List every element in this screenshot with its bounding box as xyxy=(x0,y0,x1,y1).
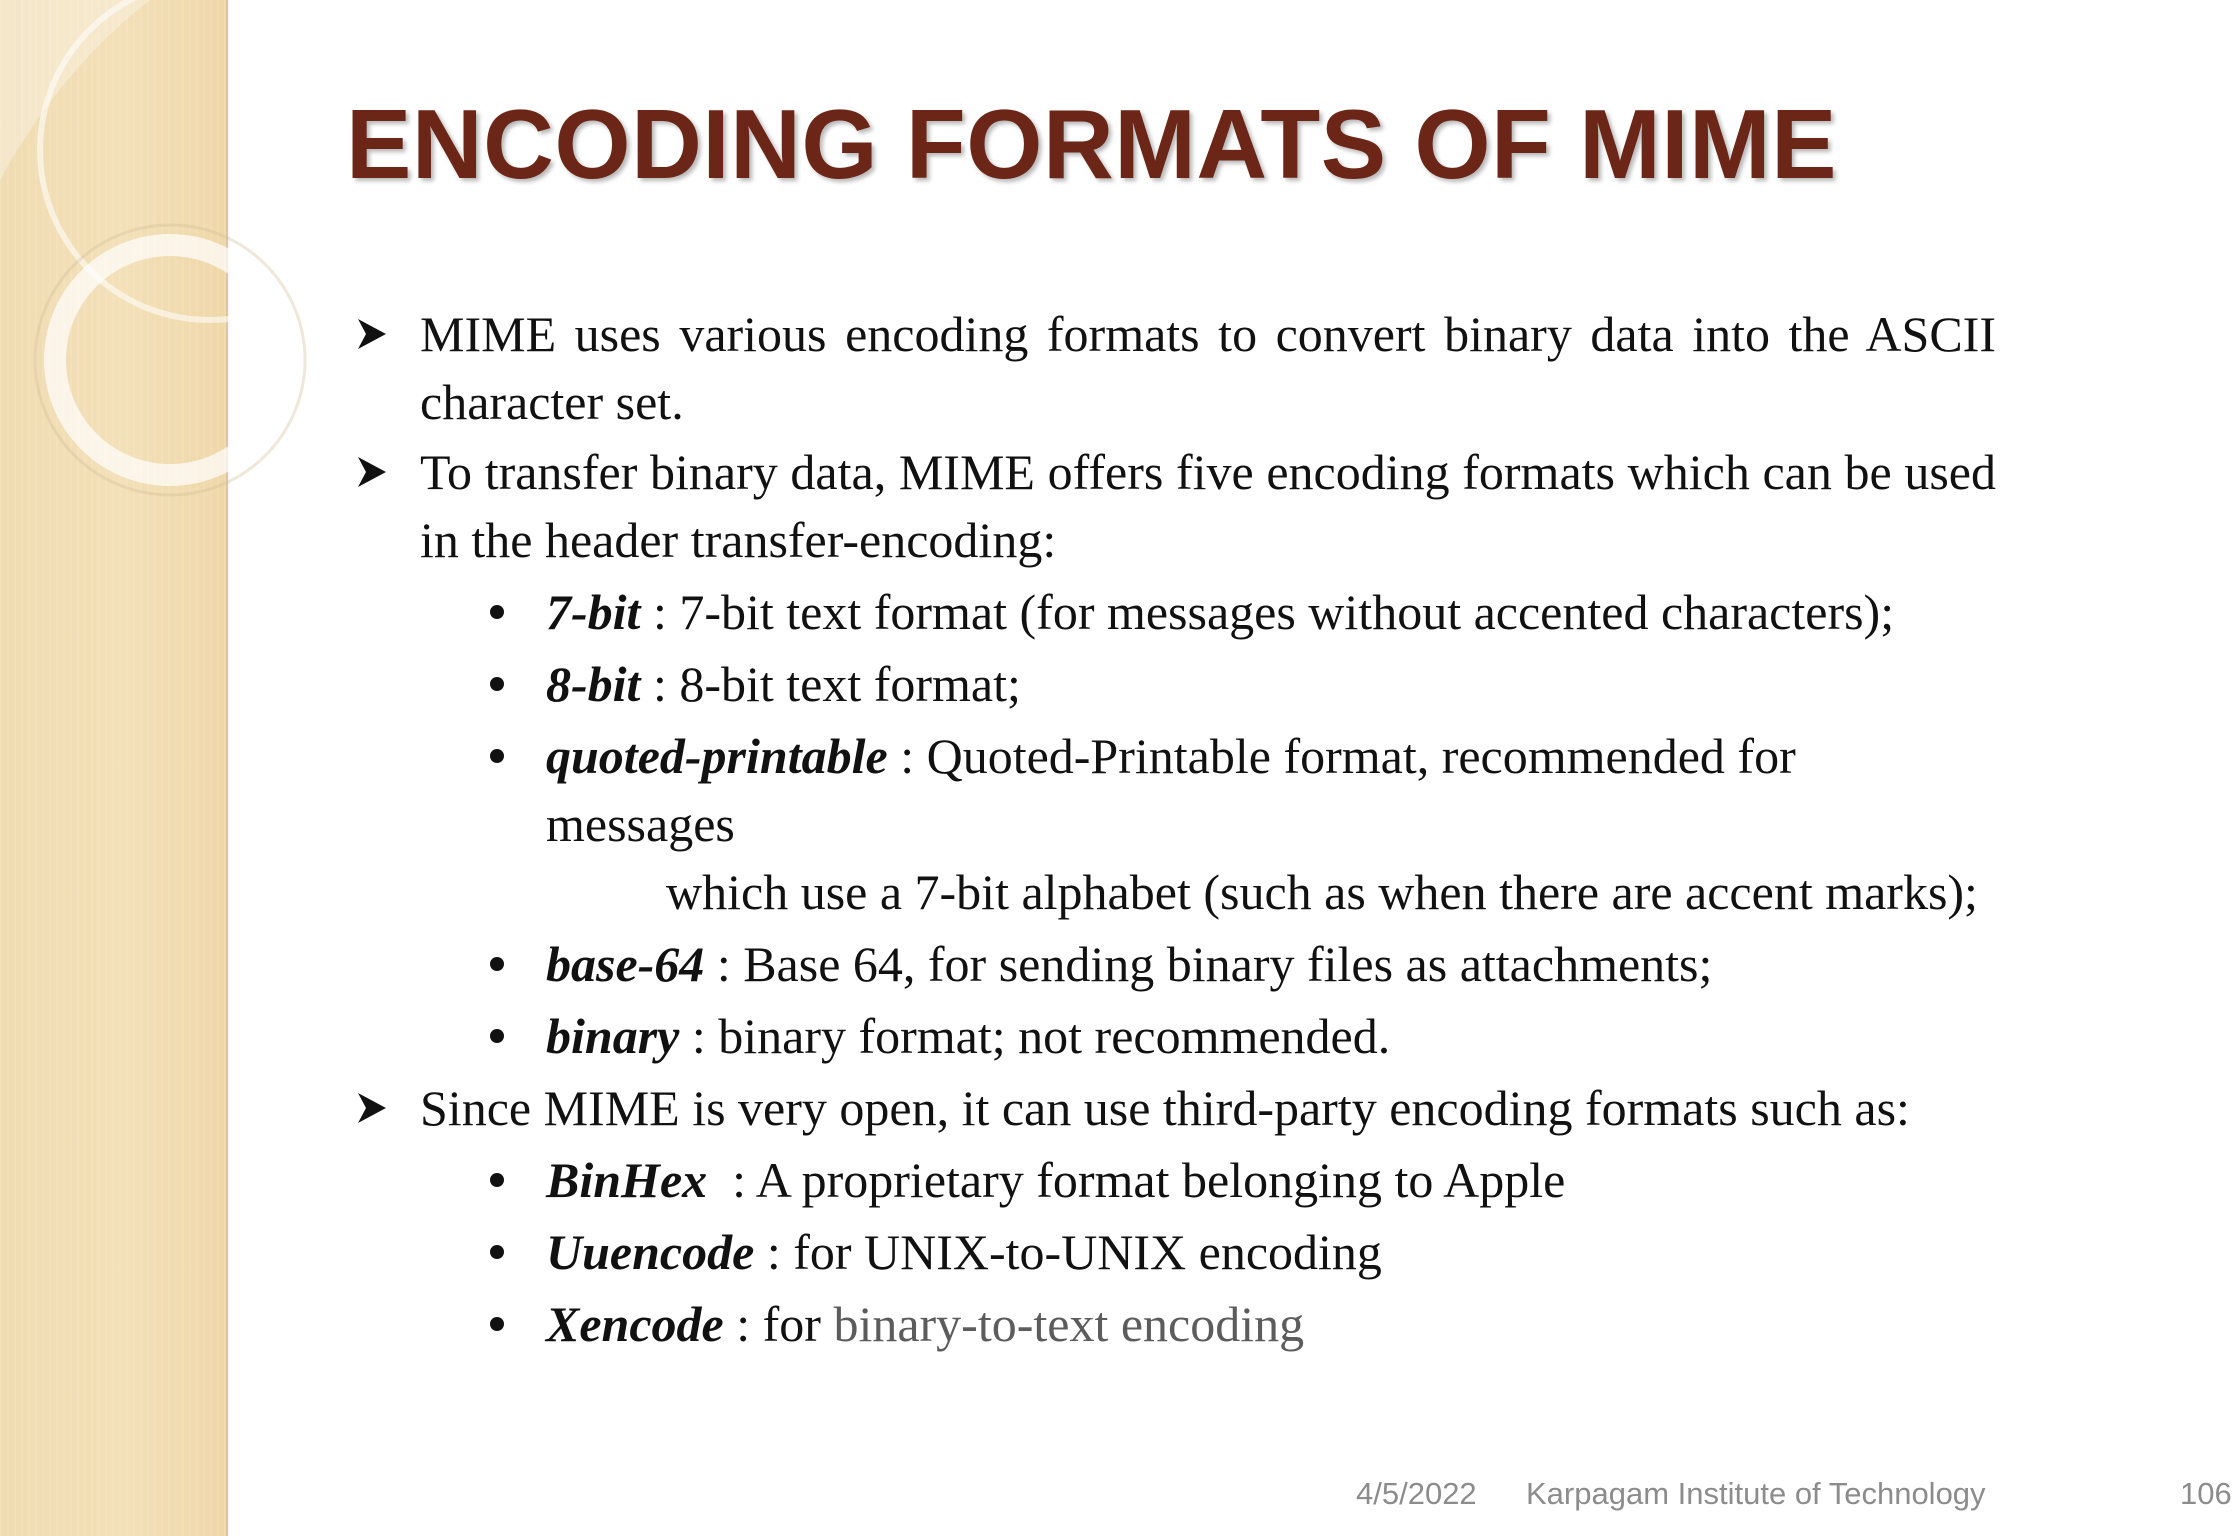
slide-body xyxy=(356,300,1996,1362)
slide-title: ENCODING FORMATS OF MIME xyxy=(346,89,1837,199)
bullet-level1-3 xyxy=(356,1074,1996,1142)
definition: : 7-bit text format (for messages without accented characters); xyxy=(640,584,1895,640)
round-bullet-icon xyxy=(482,722,512,790)
bullet-text: MIME uses various encoding formats to convert binary data into the ASCII character set. xyxy=(420,306,1996,430)
bullet-level2-xencode xyxy=(546,1290,1996,1358)
round-bullet-icon xyxy=(482,1218,512,1286)
definition: : for UNIX-to-UNIX encoding xyxy=(754,1224,1382,1280)
round-bullet-icon xyxy=(482,1002,512,1070)
bullet-level2-8bit xyxy=(546,650,1996,718)
term: binary xyxy=(546,1008,680,1064)
definition: : A proprietary format belonging to Apple xyxy=(707,1152,1566,1208)
round-bullet-icon xyxy=(482,650,512,718)
round-bullet-icon xyxy=(482,1146,512,1214)
term: quoted-printable xyxy=(546,728,888,784)
footer-page-number: 106 xyxy=(2180,1476,2232,1511)
round-bullet-icon xyxy=(482,930,512,998)
definition-continued: which use a 7-bit alphabet (such as when there are accent marks); xyxy=(666,864,1978,920)
definition: : 8-bit text format; xyxy=(640,656,1021,712)
term: BinHex xyxy=(546,1152,708,1208)
bullet-text: To transfer binary data, MIME offers five encoding formats which can be used in the header transfer-encoding: xyxy=(420,444,1996,568)
bullet-level2-7bit xyxy=(546,578,1996,646)
footer-date: 4/5/2022 xyxy=(1356,1476,1477,1511)
bullet-level2-binhex xyxy=(546,1146,1996,1214)
definition: : Base 64, for sending binary files as attachments; xyxy=(704,936,1713,992)
term: 8-bit xyxy=(546,656,641,712)
term: Xencode xyxy=(546,1296,724,1352)
term: base-64 xyxy=(546,936,705,992)
decorative-side-strip xyxy=(0,0,228,1536)
arrowhead-bullet-icon xyxy=(356,438,396,506)
definition: : binary format; not recommended. xyxy=(679,1008,1391,1064)
bullet-level2-base64 xyxy=(546,930,1996,998)
bullet-level2-quoted-printable xyxy=(546,722,1996,926)
term: Uuencode xyxy=(546,1224,755,1280)
round-bullet-icon xyxy=(482,1290,512,1358)
definition: : Quoted-Printable format, recommended for messages xyxy=(546,728,1796,852)
footer-institution: Karpagam Institute of Technology xyxy=(1526,1476,1986,1511)
round-bullet-icon xyxy=(482,578,512,646)
definition-gray: binary-to-text encoding xyxy=(833,1296,1305,1352)
bullet-level1-1 xyxy=(356,300,1996,436)
bullet-level1-2 xyxy=(356,438,1996,574)
bullet-level2-uuencode xyxy=(546,1218,1996,1286)
term: 7-bit xyxy=(546,584,641,640)
definition: : for xyxy=(723,1296,834,1352)
arrowhead-bullet-icon xyxy=(356,1074,396,1142)
bullet-level2-binary xyxy=(546,1002,1996,1070)
bullet-text: Since MIME is very open, it can use third-party encoding formats such as: xyxy=(420,1080,1910,1136)
arrowhead-bullet-icon xyxy=(356,300,396,368)
slide-content xyxy=(228,0,2232,1536)
